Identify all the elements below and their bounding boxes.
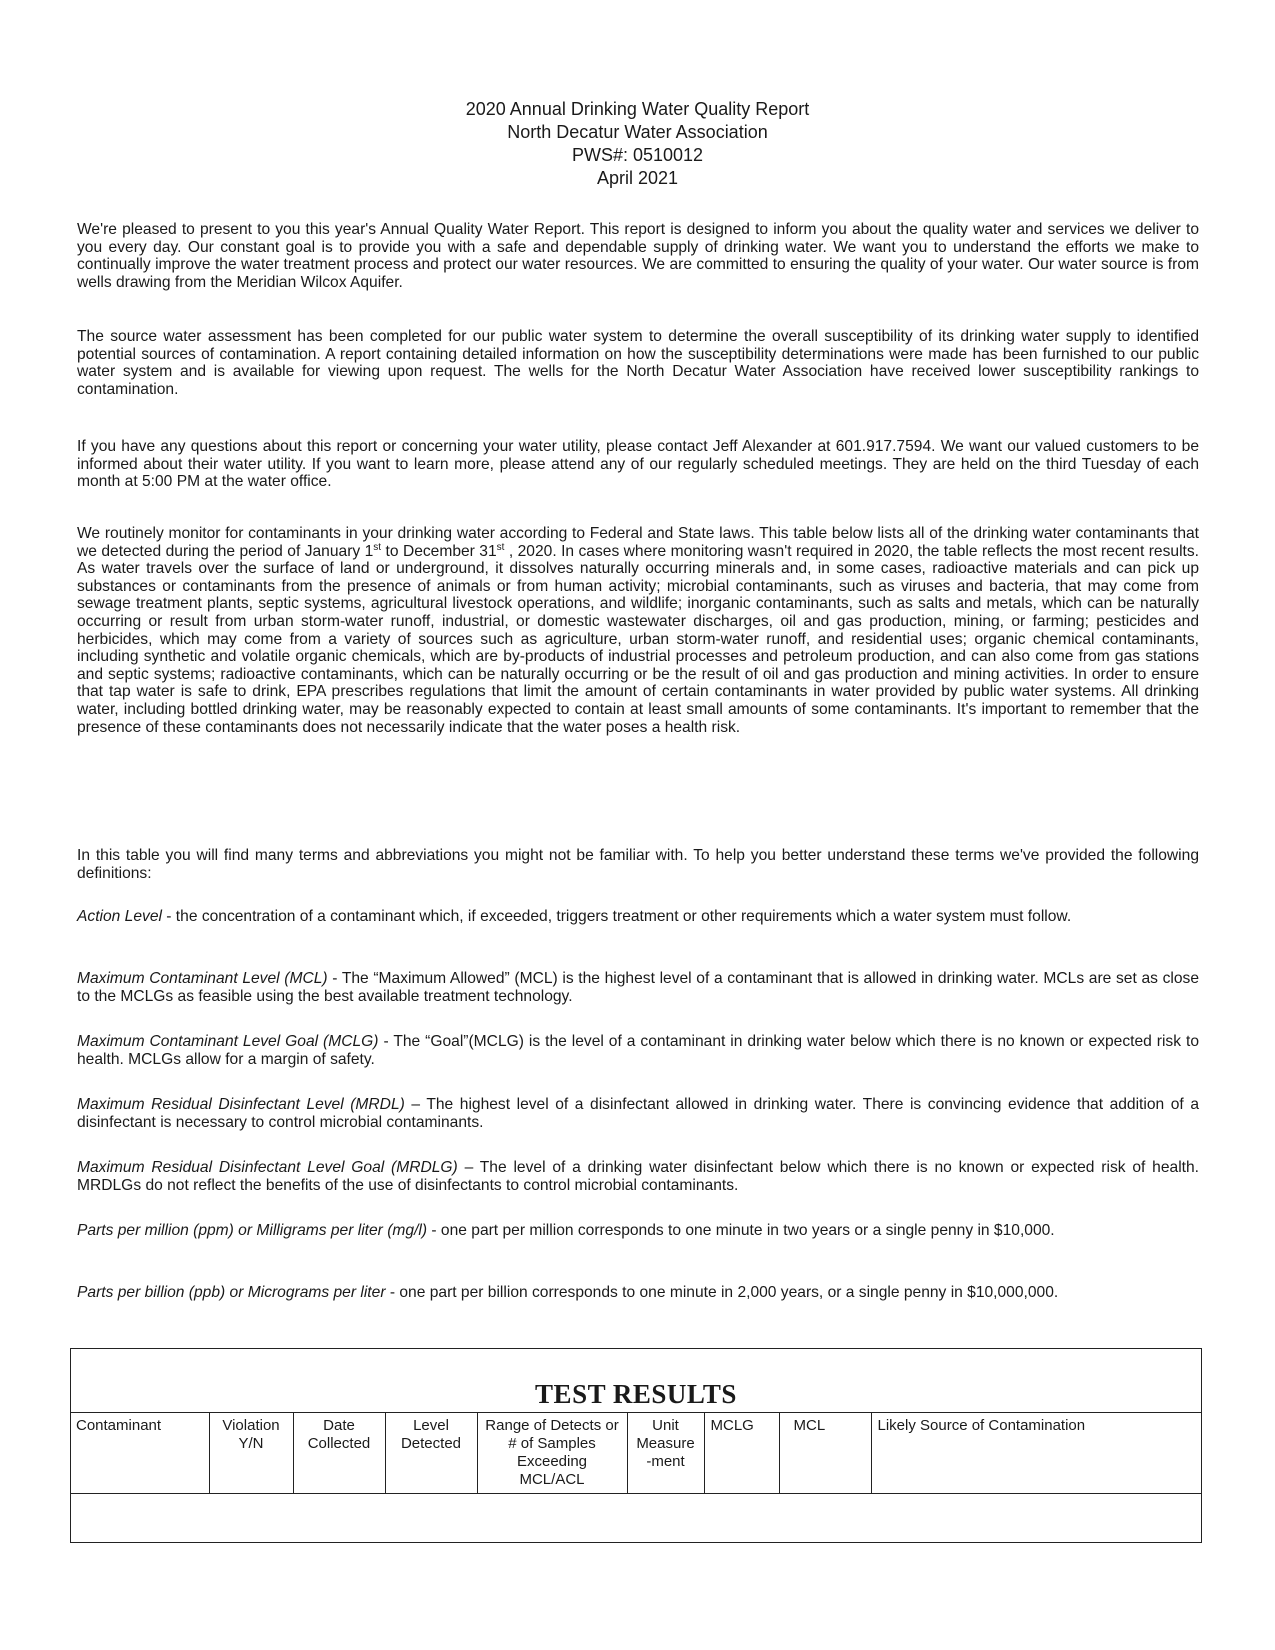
definition-term: Maximum Contaminant Level Goal (MCLG)	[77, 1033, 379, 1050]
definition-ppb	[77, 1284, 1199, 1302]
definition-term: Action Level	[77, 908, 162, 925]
definition-text: – The level of a drinking water disinfectant below which there is no known or expected risk of health. MRDLGs do not reflect the benefits of the use of disinfectants to control microbial contaminants.	[77, 1159, 1200, 1194]
test-results-table	[70, 1412, 1202, 1550]
report-date: April 2021	[596, 168, 679, 188]
test-results-box	[70, 1348, 1202, 1543]
ordinal-suffix: st	[373, 541, 382, 553]
definition-text: - the concentration of a contaminant which, if exceeded, triggers treatment or other requirements which a water system must follow.	[161, 908, 1072, 925]
definition-ppm	[77, 1222, 1199, 1240]
association-name: North Decatur Water Association	[507, 122, 768, 142]
definition-action-level	[77, 908, 1199, 926]
definition-text: - one part per million corresponds to one minute in two years or a single penny in $10,000.	[427, 1222, 1055, 1239]
definition-term: Maximum Residual Disinfectant Level (MRDL)	[77, 1096, 405, 1113]
report-title: 2020 Annual Drinking Water Quality Report	[465, 99, 810, 119]
definition-term: Maximum Residual Disinfectant Level Goal (MRDLG)	[77, 1159, 458, 1176]
test-results-title: TEST RESULTS	[535, 1379, 737, 1409]
assessment-paragraph: The source water assessment has been completed for our public water system to determine the overall susceptibility of its drinking water supply to identified potential sources of contamination. A report containing detailed information on how the susceptibility determinations were made has been furnished to our public water system and is available for viewing upon request. The wells for the North Decatur Water Association have received lower susceptibility rankings to contamination.	[77, 328, 1199, 398]
column-header: Likely Source of Contamination	[871, 1413, 1202, 1494]
definition-text: - one part per billion corresponds to one minute in 2,000 years, or a single penny in $10,000,000.	[385, 1284, 1059, 1301]
definition-mclg	[77, 1033, 1199, 1068]
table-header-row	[70, 1413, 1202, 1494]
contact-paragraph: If you have any questions about this report or concerning your water utility, please contact Jeff Alexander at 601.917.7594. We want our valued customers to be informed about their water utility. If you want to learn more, please attend any of our regularly scheduled meetings. They are held on the third Tuesday of each month at 5:00 PM at the water office.	[77, 438, 1199, 491]
column-header: Contaminant	[70, 1413, 209, 1494]
definition-mrdlg	[77, 1159, 1199, 1194]
definition-mrdl	[77, 1096, 1199, 1131]
monitoring-paragraph	[77, 525, 1199, 736]
definition-mcl	[77, 970, 1199, 1005]
column-header: MCL	[779, 1413, 871, 1494]
column-header: Unit Measure -ment	[627, 1413, 704, 1494]
column-header: Date Collected	[293, 1413, 385, 1494]
terms-intro-paragraph: In this table you will find many terms and abbreviations you might not be familiar with. To help you better understand these terms we've provided the following definitions:	[77, 847, 1199, 882]
empty-row-cell	[70, 1494, 1202, 1551]
column-header: Violation Y/N	[209, 1413, 293, 1494]
table-row	[70, 1494, 1202, 1551]
pws-number: PWS#: 0510012	[571, 145, 704, 165]
monitoring-text-a: We routinely monitor for contaminants in your drinking water according to Federal and State laws. This table below lists all of the drinking water contaminants that we detected during the period of January 1	[77, 525, 1199, 560]
definition-text: - The “Maximum Allowed” (MCL) is the highest level of a contaminant that is allowed in drinking water. MCLs are set as close to the MCLGs as feasible using the best available treatment technology.	[77, 970, 1199, 1005]
column-header: Range of Detects or # of Samples Exceeding MCL/ACL	[477, 1413, 627, 1494]
definition-term: Parts per million (ppm) or Milligrams per liter (mg/l)	[77, 1222, 428, 1239]
definition-term: Maximum Contaminant Level (MCL)	[77, 970, 328, 987]
definition-term: Parts per billion (ppb) or Micrograms per liter	[77, 1284, 386, 1301]
report-header	[0, 98, 1275, 190]
intro-paragraph: We're pleased to present to you this year's Annual Quality Water Report. This report is designed to inform you about the quality water and services we deliver to you every day. Our constant goal is to provide you with a safe and dependable supply of drinking water. We want you to understand the efforts we make to continually improve the water treatment process and protect our water resources. We are committed to ensuring the quality of your water. Our water source is from wells drawing from the Meridian Wilcox Aquifer.	[77, 221, 1199, 291]
monitoring-text-c: , 2020. In cases where monitoring wasn't required in 2020, the table reflects the most recent results. As water travels over the surface of land or underground, it dissolves naturally occurring minerals and, in some cases, radioactive materials and can pick up substances or contaminants from the presence of animals or from human activity; microbial contaminants, such as viruses and bacteria, that may come from sewage treatment plants, septic systems, agricultural livestock operations, and wildlife; inorganic contaminants, such as salts and metals, which can be naturally occurring or result from urban storm-water runoff, industrial, or domestic wastewater discharges, oil and gas production, mining, or farming; pesticides and herbicides, which may come from a variety of sources such as agriculture, urban storm-water runoff, and residential uses; organic chemical contaminants, including synthetic and volatile organic chemicals, which are by-products of industrial processes and petroleum production, and can also come from gas stations and septic systems; radioactive contaminants, which can be naturally occurring or be the result of oil and gas production and mining activities. In order to ensure that tap water is safe to drink, EPA prescribes regulations that limit the amount of certain contaminants in water provided by public water systems. All drinking water, including bottled drinking water, may be reasonably expected to contain at least small amounts of some contaminants. It's important to remember that the presence of these contaminants does not necessarily indicate that the water poses a health risk.	[77, 542, 1200, 736]
definition-text: - The “Goal”(MCLG) is the level of a contaminant in drinking water below which there is no known or expected risk to health. MCLGs allow for a margin of safety.	[77, 1033, 1199, 1068]
definition-text: – The highest level of a disinfectant allowed in drinking water. There is convincing evidence that addition of a disinfectant is necessary to control microbial contaminants.	[77, 1096, 1200, 1131]
column-header: MCLG	[704, 1413, 779, 1494]
monitoring-text-b: to December 31	[381, 542, 497, 560]
column-header: Level Detected	[385, 1413, 477, 1494]
ordinal-suffix: st	[496, 541, 505, 553]
